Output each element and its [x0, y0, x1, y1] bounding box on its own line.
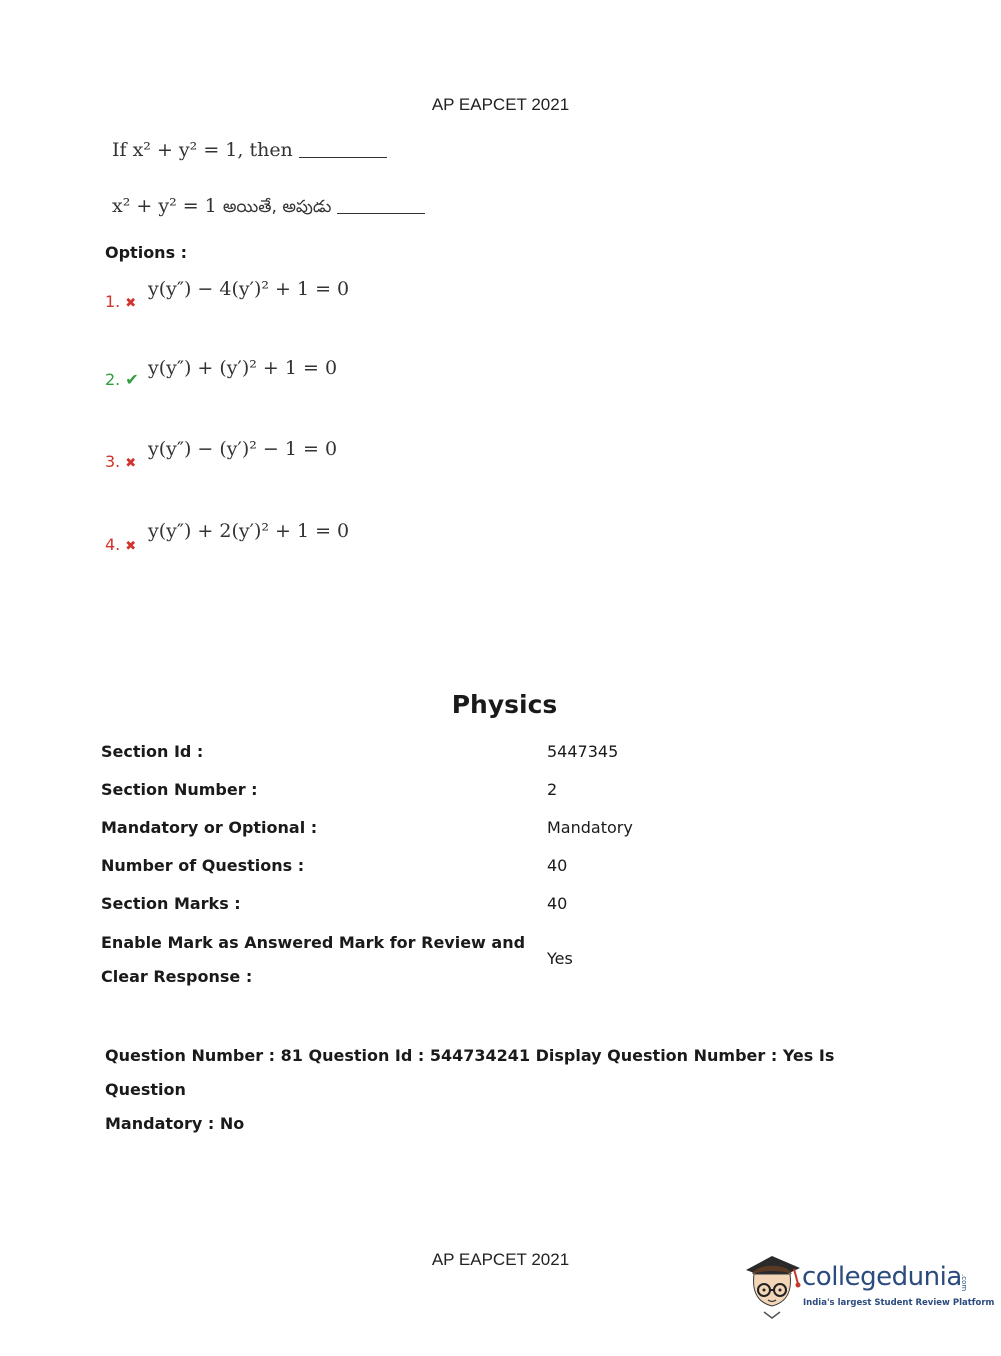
logo-tagline: India's largest Student Review Platform: [803, 1298, 995, 1308]
option-4[interactable]: [105, 535, 136, 554]
question-equation: x² + y² = 1, then: [132, 139, 293, 161]
num-questions-label: Number of Questions :: [101, 856, 305, 875]
option-3-expression: y(y″) − (y′)² − 1 = 0: [148, 438, 338, 460]
option-4-expression: y(y″) + 2(y′)² + 1 = 0: [148, 520, 350, 542]
enable-mark-label-line1: Enable Mark as Answered Mark for Review and: [101, 933, 526, 952]
logo-wordmark: collegedunia: [802, 1262, 962, 1292]
section-number-value: 2: [547, 780, 558, 799]
answer-blank-telugu: [337, 213, 425, 214]
mandatory-value: Mandatory: [547, 818, 633, 837]
option-number: 2.: [105, 370, 121, 389]
section-id-label: Section Id :: [101, 742, 204, 761]
option-3[interactable]: [105, 452, 136, 471]
question-telugu: [112, 195, 425, 221]
option-1[interactable]: [105, 292, 136, 311]
option-2[interactable]: [105, 370, 139, 389]
cross-icon: ✖: [125, 539, 137, 554]
check-icon: ✔: [125, 370, 139, 389]
option-number: 4.: [105, 535, 121, 554]
mandatory-label: Mandatory or Optional :: [101, 818, 318, 837]
options-label: Options :: [105, 243, 188, 262]
option-number: 3.: [105, 452, 121, 471]
cross-icon: ✖: [125, 456, 137, 471]
page-footer-title: AP EAPCET 2021: [431, 1250, 570, 1269]
section-marks-label: Section Marks :: [101, 894, 241, 913]
cross-icon: ✖: [125, 296, 137, 311]
section-marks-value: 40: [547, 894, 568, 913]
question-telugu-text: అయితే, అపుడు: [222, 197, 332, 217]
page-header-title: AP EAPCET 2021: [431, 95, 570, 114]
enable-mark-label-line2: Clear Response :: [101, 967, 253, 986]
num-questions-value: 40: [547, 856, 568, 875]
question-info: [105, 1039, 905, 1141]
question-telugu-equation: x² + y² = 1: [112, 195, 217, 217]
logo-com: .com: [960, 1274, 968, 1292]
question-lead: If: [112, 139, 127, 161]
question-english: [112, 139, 387, 161]
answer-blank: [299, 157, 387, 158]
section-id-value: 5447345: [547, 742, 619, 761]
enable-mark-value: Yes: [547, 949, 573, 968]
question-info-line1: Question Number : 81 Question Id : 544734241 Display Question Number : Yes Is Question: [105, 1046, 835, 1099]
option-number: 1.: [105, 292, 121, 311]
option-1-expression: y(y″) − 4(y′)² + 1 = 0: [148, 278, 350, 300]
section-number-label: Section Number :: [101, 780, 258, 799]
collegedunia-mascot-icon: [742, 1250, 804, 1320]
question-info-line2: Mandatory : No: [105, 1114, 245, 1133]
section-title: Physics: [451, 690, 558, 719]
option-2-expression: y(y″) + (y′)² + 1 = 0: [148, 357, 338, 379]
